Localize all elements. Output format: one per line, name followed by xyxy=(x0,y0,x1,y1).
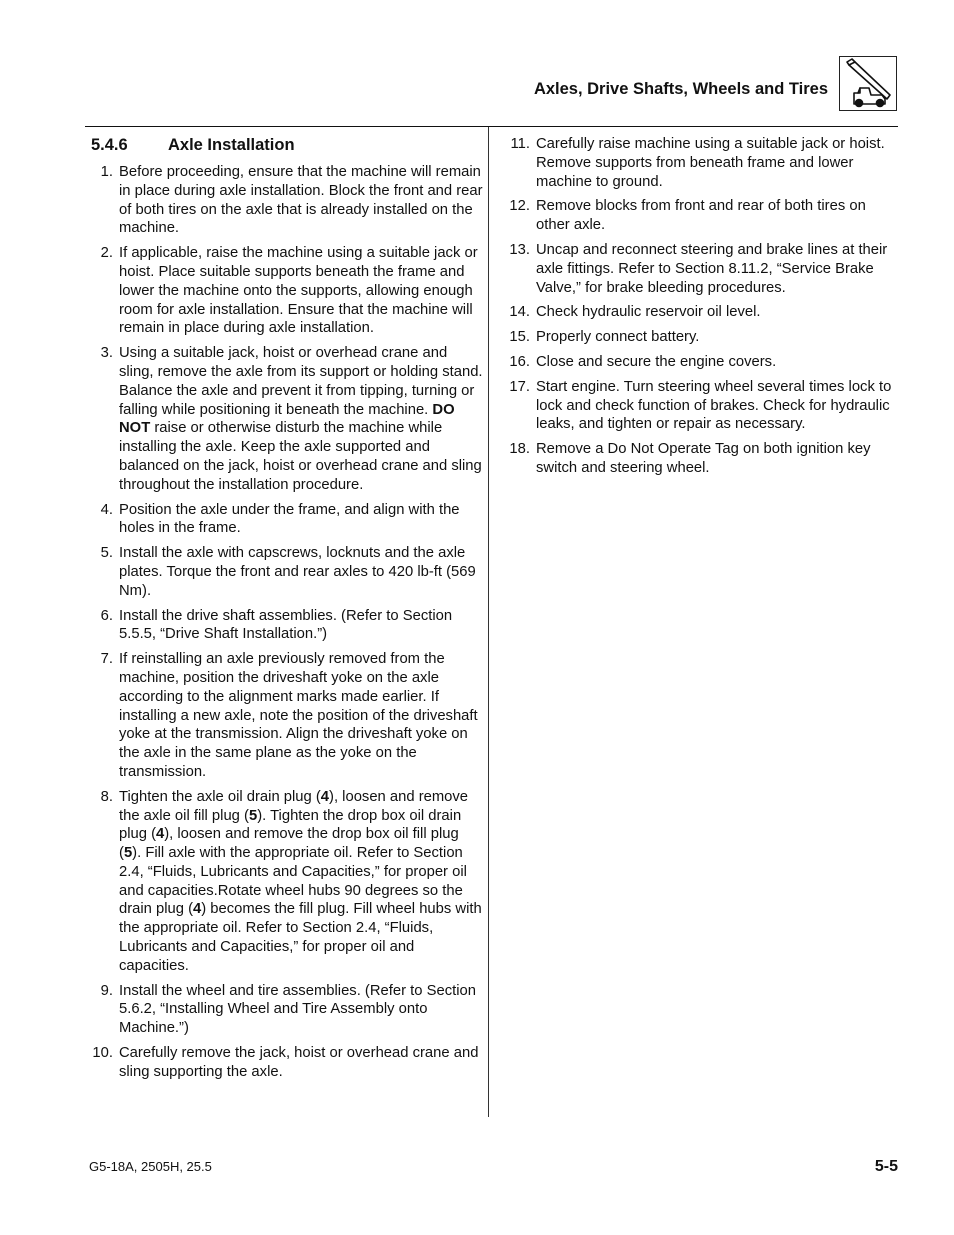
step-number: 2. xyxy=(100,245,113,262)
step-number: 4. xyxy=(100,501,113,518)
header-rule xyxy=(85,126,898,127)
step-text xyxy=(119,545,476,599)
procedure-step xyxy=(508,378,900,434)
procedure-step xyxy=(91,607,483,645)
telehandler-icon-graphic xyxy=(840,57,896,110)
step-text xyxy=(536,329,699,345)
step-text-part: If reinstalling an axle previously removed from the machine, position the driveshaft yoke on the axle according to the alignment marks made earlier. If installing a new axle, note the position of the driveshaft yoke at the transmission. Align the driveshaft yoke on the axle in the same plane as the yoke on the transmission. xyxy=(119,651,478,780)
step-text-part: If applicable, raise the machine using a suitable jack or hoist. Place suitable supports beneath the frame and lower the machine onto the supports, allowing enough room for axle installation. Ensure that the machine will remain in place during axle installation. xyxy=(119,245,478,337)
step-number: 13. xyxy=(509,241,530,258)
callout-number: 4 xyxy=(320,788,330,805)
step-text xyxy=(536,242,887,296)
callout-number: 4 xyxy=(193,901,202,918)
step-text xyxy=(119,502,460,537)
step-number: 7. xyxy=(100,651,113,668)
telehandler-icon xyxy=(839,56,897,111)
column-divider xyxy=(488,127,489,1117)
step-number: 9. xyxy=(100,982,113,999)
section-title: Axle Installation xyxy=(168,136,295,154)
step-text-part: ) becomes the fill plug. Fill wheel hubs with the appropriate oil. Refer to Section 2.4, “Fluids, Lubricants and Capacities,” for proper oil and capacities. xyxy=(119,901,482,974)
step-text-part: Using a suitable jack, hoist or overhead crane and sling, remove the axle from its support or holding stand. Balance the axle and prevent it from tipping, turning or falling while positioning it beneath the machine. xyxy=(119,345,483,418)
step-text xyxy=(119,608,452,643)
step-text-part: ). Tighten the drop box oil drain plug ( xyxy=(119,807,462,843)
step-text-part: Close and secure the engine covers. xyxy=(536,353,777,370)
step-number: 3. xyxy=(100,345,113,362)
step-text xyxy=(119,164,483,236)
step-text xyxy=(536,198,866,233)
footer-page-number: 5-5 xyxy=(874,1158,898,1175)
step-text xyxy=(119,651,478,780)
callout-number: 5 xyxy=(248,807,258,824)
procedure-step xyxy=(508,353,900,372)
procedure-step xyxy=(91,1044,483,1082)
step-text-part: Install the drive shaft assemblies. (Refer to Section 5.5.5, “Drive Shaft Installation.”) xyxy=(119,607,453,643)
step-text-part: raise or otherwise disturb the machine while installing the axle. Keep the axle supported and balanced on the jack, hoist or overhead crane and sling throughout the installation procedure. xyxy=(119,420,482,493)
step-text xyxy=(536,354,776,370)
step-number: 11. xyxy=(510,136,530,152)
step-text xyxy=(536,304,761,320)
procedure-step xyxy=(91,544,483,600)
step-text-part: Carefully remove the jack, hoist or overhead crane and sling supporting the axle. xyxy=(119,1045,479,1080)
step-text xyxy=(119,245,478,336)
section-heading xyxy=(91,135,295,155)
step-text-part: Before proceeding, ensure that the machine will remain in place during axle installation. Block the front and rear of both tires on the axle that is already installed on the machine. xyxy=(119,164,483,237)
step-number: 12. xyxy=(509,198,530,215)
step-text xyxy=(119,1045,478,1080)
procedure-steps-right xyxy=(508,135,900,484)
step-text-part: Position the axle under the frame, and align with the holes in the frame. xyxy=(119,501,460,537)
step-number: 14. xyxy=(509,304,530,321)
procedure-step xyxy=(508,303,900,322)
procedure-step xyxy=(91,244,483,338)
page-header-title: Axles, Drive Shafts, Wheels and Tires xyxy=(533,80,828,98)
section-number: 5.4.6 xyxy=(91,136,128,154)
step-text-part: Install the wheel and tire assemblies. (Refer to Section 5.6.2, “Installing Wheel and Tire Assembly onto Machine.”) xyxy=(119,982,476,1037)
step-text xyxy=(536,379,891,433)
step-number: 17. xyxy=(509,378,530,395)
procedure-step xyxy=(508,328,900,347)
step-text xyxy=(536,441,871,476)
step-text xyxy=(536,136,885,190)
procedure-step xyxy=(91,982,483,1038)
step-text-part: Check hydraulic reservoir oil level. xyxy=(536,304,761,321)
procedure-step xyxy=(508,197,900,235)
step-text-part: Uncap and reconnect steering and brake lines at their axle fittings. Refer to Section 8.11.2, “Service Brake Valve,” for brake bleeding procedures. xyxy=(536,241,888,296)
procedure-step xyxy=(91,501,483,539)
step-number: 6. xyxy=(100,607,113,624)
procedure-steps-left xyxy=(91,163,483,1088)
procedure-step xyxy=(91,344,483,494)
step-number: 5. xyxy=(100,545,113,562)
procedure-step xyxy=(508,241,900,297)
footer-document-code: G5-18A, 2505H, 25.5 xyxy=(89,1159,212,1174)
procedure-step xyxy=(508,135,900,191)
step-text-part: Carefully raise machine using a suitable jack or hoist. Remove supports from beneath frame and lower machine to ground. xyxy=(536,136,885,190)
emphasis-text: DO NOT xyxy=(119,401,455,437)
step-number: 16. xyxy=(509,353,530,370)
procedure-step xyxy=(91,650,483,782)
step-number: 15. xyxy=(509,329,530,346)
step-number: 8. xyxy=(100,788,113,805)
step-text-part: Tighten the axle oil drain plug ( xyxy=(119,788,321,805)
procedure-step xyxy=(91,163,483,238)
step-text-part: Remove a Do Not Operate Tag on both ignition key switch and steering wheel. xyxy=(536,441,871,476)
step-text-part: Start engine. Turn steering wheel several times lock to lock and check function of brakes. Check for hydraulic leaks, and tighten or repair as necessary. xyxy=(536,378,892,433)
procedure-step xyxy=(91,788,483,976)
step-text-part: ). Fill axle with the appropriate oil. Refer to Section 2.4, “Fluids, Lubricants and Capacities,” for proper oil and capacities.Rotate wheel hubs 90 degrees so the drain plug ( xyxy=(119,845,467,918)
step-text-part: Properly connect battery. xyxy=(536,329,700,346)
step-number: 10. xyxy=(92,1045,113,1062)
callout-number: 5 xyxy=(123,845,133,862)
step-text-part: ), loosen and remove the axle oil fill plug ( xyxy=(119,788,469,824)
step-number: 18. xyxy=(509,441,530,458)
step-text xyxy=(119,983,476,1037)
callout-number: 4 xyxy=(156,826,165,843)
step-number: 1. xyxy=(100,164,113,180)
step-text xyxy=(119,789,482,974)
step-text xyxy=(119,345,483,493)
step-text-part: Install the axle with capscrews, locknuts and the axle plates. Torque the front and rear axles to 420 lb-ft (569 Nm). xyxy=(119,545,476,599)
procedure-step xyxy=(508,440,900,478)
step-text-part: Remove blocks from front and rear of both tires on other axle. xyxy=(536,198,866,234)
step-text-part: ), loosen and remove the drop box oil fill plug ( xyxy=(119,826,459,862)
